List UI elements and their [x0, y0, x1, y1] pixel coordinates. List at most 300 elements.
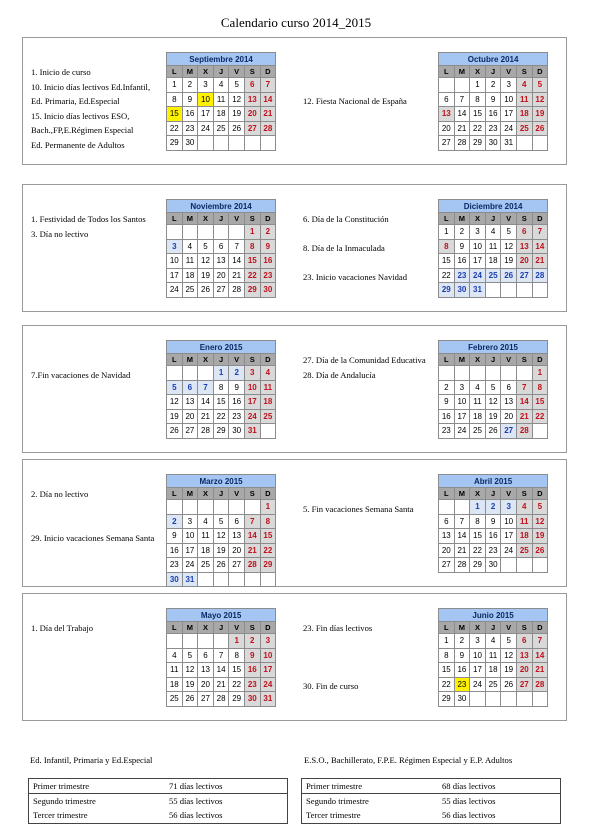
notes-list: [31, 66, 150, 153]
day-cell: 9: [244, 648, 260, 663]
day-cell: 5: [532, 500, 548, 515]
day-cell: 17: [198, 107, 214, 122]
day-cell: 18: [167, 677, 183, 692]
empty-day-cell: [439, 78, 455, 93]
day-cell: 15: [470, 107, 486, 122]
table-row: [302, 794, 560, 809]
footer-right-heading: E.S.O., Bachillerato, F.P.E. Régimen Especial y E.P. Adultos: [304, 755, 513, 765]
empty-day-cell: [167, 225, 183, 240]
day-cell: 11: [516, 514, 532, 529]
day-cell: 2: [454, 225, 470, 240]
weekday-header: M: [182, 488, 198, 500]
day-cell: 30: [244, 692, 260, 707]
day-cell: 4: [198, 514, 214, 529]
empty-day-cell: [516, 366, 532, 381]
weekday-header: M: [182, 622, 198, 634]
page-title: Calendario curso 2014_2015: [220, 15, 372, 30]
table-row: [302, 779, 560, 794]
weekday-header: X: [470, 354, 486, 366]
calendar-note: 29. Inicio vacaciones Semana Santa: [31, 532, 155, 543]
calendar-note: 23. Inicio vacaciones Navidad: [303, 272, 408, 282]
day-cell: 10: [454, 395, 470, 410]
weekday-header: X: [198, 354, 214, 366]
day-cell: 28: [516, 424, 532, 439]
month-calendar: [166, 52, 276, 151]
day-cell: 4: [485, 634, 501, 649]
day-cell: 22: [470, 543, 486, 558]
weekday-header: L: [439, 213, 455, 225]
day-cell: 13: [182, 395, 198, 410]
day-cell: 21: [454, 543, 470, 558]
day-cell: 21: [213, 677, 229, 692]
day-cell: 7: [454, 514, 470, 529]
day-cell: 9: [260, 239, 276, 254]
empty-day-cell: [229, 136, 245, 151]
day-cell: 26: [501, 268, 517, 283]
day-cell: 3: [454, 380, 470, 395]
day-cell: 7: [244, 514, 260, 529]
empty-day-cell: [244, 572, 260, 587]
day-cell: 2: [485, 500, 501, 515]
month-name: Junio 2015: [439, 609, 548, 622]
weekday-header: L: [167, 66, 183, 78]
weekday-header: J: [485, 488, 501, 500]
day-cell: 14: [198, 395, 214, 410]
day-cell: 14: [532, 648, 548, 663]
day-cell: 4: [516, 78, 532, 93]
day-cell: 13: [198, 663, 214, 678]
day-cell: 28: [198, 424, 214, 439]
calendar-note: [303, 488, 414, 503]
day-cell: 18: [485, 663, 501, 678]
day-cell: 8: [439, 239, 455, 254]
footer-left-heading: Ed. Infantil, Primaria y Ed.Especial: [30, 755, 153, 765]
day-cell: 5: [229, 78, 245, 93]
day-cell: 6: [501, 380, 517, 395]
day-cell: 25: [198, 558, 214, 573]
day-cell: 19: [198, 268, 214, 283]
day-cell: 27: [516, 268, 532, 283]
weekday-header: S: [516, 213, 532, 225]
day-cell: 23: [244, 677, 260, 692]
empty-day-cell: [439, 366, 455, 381]
calendar-note: 6. Día de la Constitución: [303, 214, 389, 224]
empty-day-cell: [182, 500, 198, 515]
day-cell: 2: [182, 78, 198, 93]
day-cell: 27: [244, 121, 260, 136]
day-cell: 21: [260, 107, 276, 122]
day-cell: 28: [454, 558, 470, 573]
day-cell: 26: [532, 121, 548, 136]
day-cell: 9: [454, 239, 470, 254]
day-cell: 12: [501, 648, 517, 663]
day-cell: 30: [229, 424, 245, 439]
weekday-header: J: [485, 354, 501, 366]
day-cell: 20: [229, 543, 245, 558]
month-name: Noviembre 2014: [167, 200, 276, 213]
day-cell: 21: [198, 409, 214, 424]
day-cell: 19: [532, 107, 548, 122]
weekday-header: L: [167, 622, 183, 634]
weekday-header: M: [182, 66, 198, 78]
day-cell: 9: [229, 380, 245, 395]
day-cell: 19: [532, 529, 548, 544]
day-cell: 10: [167, 254, 183, 269]
empty-day-cell: [532, 283, 548, 298]
day-cell: 18: [213, 107, 229, 122]
weekday-header: S: [516, 354, 532, 366]
day-cell: 20: [213, 268, 229, 283]
day-cell: 11: [198, 529, 214, 544]
month-name: Enero 2015: [167, 341, 276, 354]
calendar-note: [303, 666, 372, 681]
calendar-note: [303, 228, 407, 243]
weekday-header: D: [260, 622, 276, 634]
day-cell: 19: [213, 543, 229, 558]
day-cell: 17: [244, 395, 260, 410]
empty-day-cell: [454, 78, 470, 93]
term-label: Tercer trimestre: [33, 810, 88, 820]
day-cell: 12: [198, 254, 214, 269]
day-cell: 11: [260, 380, 276, 395]
term-days: 55 días lectivos: [169, 795, 223, 806]
day-cell: 6: [439, 92, 455, 107]
day-cell: 27: [213, 283, 229, 298]
day-cell: 5: [501, 225, 517, 240]
day-cell: 29: [439, 283, 455, 298]
month-calendar: [166, 608, 276, 707]
day-cell: 10: [470, 648, 486, 663]
day-cell: 4: [470, 380, 486, 395]
day-cell: 23: [485, 543, 501, 558]
weekday-header: X: [198, 213, 214, 225]
day-cell: 31: [182, 572, 198, 587]
month-name: Febrero 2015: [439, 341, 548, 354]
day-cell: 22: [439, 268, 455, 283]
day-cell: 12: [229, 92, 245, 107]
empty-day-cell: [198, 225, 214, 240]
weekday-header: M: [182, 354, 198, 366]
day-cell: 26: [167, 424, 183, 439]
weekday-header: M: [454, 66, 470, 78]
section-right: [295, 460, 567, 586]
calendar-note: 2. Día no lectivo: [31, 489, 89, 499]
day-cell: 25: [485, 677, 501, 692]
day-cell: 24: [470, 677, 486, 692]
day-cell: 30: [260, 283, 276, 298]
day-cell: 24: [260, 677, 276, 692]
day-cell: 7: [532, 225, 548, 240]
day-cell: 25: [516, 121, 532, 136]
weekday-header: V: [229, 213, 245, 225]
weekday-header: J: [485, 213, 501, 225]
day-cell: 3: [501, 500, 517, 515]
day-cell: 15: [470, 529, 486, 544]
day-cell: 19: [167, 409, 183, 424]
empty-day-cell: [516, 136, 532, 151]
calendar-note: 7.Fin vacaciones de Navidad: [31, 369, 131, 380]
month-calendar: [166, 199, 276, 298]
empty-day-cell: [439, 500, 455, 515]
weekday-header: X: [470, 66, 486, 78]
day-cell: 8: [470, 92, 486, 107]
day-cell: 2: [439, 380, 455, 395]
day-cell: 4: [260, 366, 276, 381]
day-cell: 30: [454, 283, 470, 298]
weekday-header: L: [167, 354, 183, 366]
day-cell: 27: [501, 424, 517, 439]
empty-day-cell: [198, 366, 214, 381]
month-calendar: [438, 52, 548, 151]
table-row: [29, 794, 287, 809]
empty-day-cell: [470, 692, 486, 707]
day-cell: 10: [244, 380, 260, 395]
day-cell: 26: [501, 677, 517, 692]
day-cell: 1: [260, 500, 276, 515]
day-cell: 7: [213, 648, 229, 663]
day-cell: 8: [213, 380, 229, 395]
day-cell: 29: [244, 283, 260, 298]
day-cell: 8: [439, 648, 455, 663]
day-cell: 6: [229, 514, 245, 529]
empty-day-cell: [485, 283, 501, 298]
day-cell: 17: [182, 543, 198, 558]
weekday-header: X: [470, 488, 486, 500]
day-cell: 13: [516, 239, 532, 254]
day-cell: 29: [213, 424, 229, 439]
notes-list: [303, 488, 414, 517]
day-cell: 16: [454, 254, 470, 269]
empty-day-cell: [213, 572, 229, 587]
month-name: Diciembre 2014: [439, 200, 548, 213]
day-cell: 20: [439, 543, 455, 558]
calendar-note: [303, 651, 372, 666]
day-cell: 25: [182, 283, 198, 298]
empty-day-cell: [229, 500, 245, 515]
day-cell: 16: [229, 395, 245, 410]
day-cell: 15: [260, 529, 276, 544]
empty-day-cell: [501, 692, 517, 707]
day-cell: 22: [532, 409, 548, 424]
weekday-header: X: [198, 66, 214, 78]
day-cell: 17: [167, 268, 183, 283]
day-cell: 1: [470, 78, 486, 93]
section-left: [23, 38, 295, 164]
day-cell: 8: [167, 92, 183, 107]
term-days: 68 días lectivos: [442, 781, 496, 791]
day-cell: 18: [182, 268, 198, 283]
day-cell: 26: [532, 543, 548, 558]
day-cell: 5: [532, 78, 548, 93]
table-row: [302, 808, 560, 823]
day-cell: 20: [501, 409, 517, 424]
month-calendar: [166, 474, 276, 587]
calendar-note: 1. Festividad de Todos los Santos: [31, 214, 146, 224]
day-cell: 19: [229, 107, 245, 122]
day-cell: 4: [516, 500, 532, 515]
day-cell: 20: [244, 107, 260, 122]
empty-day-cell: [167, 366, 183, 381]
empty-day-cell: [213, 225, 229, 240]
day-cell: 23: [229, 409, 245, 424]
day-cell: 1: [470, 500, 486, 515]
empty-day-cell: [501, 283, 517, 298]
day-cell: 18: [485, 254, 501, 269]
day-cell: 3: [182, 514, 198, 529]
footer-left-table: [28, 778, 288, 824]
day-cell: 9: [439, 395, 455, 410]
day-cell: 24: [501, 543, 517, 558]
day-cell: 24: [244, 409, 260, 424]
day-cell: 6: [516, 225, 532, 240]
notes-list: [303, 213, 407, 286]
day-cell: 13: [516, 648, 532, 663]
day-cell: 3: [167, 239, 183, 254]
empty-day-cell: [532, 558, 548, 573]
day-cell: 28: [229, 283, 245, 298]
empty-day-cell: [167, 500, 183, 515]
day-cell: 10: [470, 239, 486, 254]
month-name: Mayo 2015: [167, 609, 276, 622]
day-cell: 22: [439, 677, 455, 692]
weekday-header: M: [454, 213, 470, 225]
calendar-note: 30. Fin de curso: [303, 681, 359, 691]
day-cell: 22: [470, 121, 486, 136]
day-cell: 26: [485, 424, 501, 439]
month-name: Septiembre 2014: [167, 53, 276, 66]
day-cell: 9: [485, 514, 501, 529]
section-left: [23, 185, 295, 311]
day-cell: 17: [470, 254, 486, 269]
day-cell: 20: [516, 254, 532, 269]
day-cell: 6: [244, 78, 260, 93]
day-cell: 7: [198, 380, 214, 395]
notes-list: [31, 213, 146, 242]
day-cell: 27: [439, 136, 455, 151]
empty-day-cell: [182, 634, 198, 649]
day-cell: 12: [213, 529, 229, 544]
month-name: Octubre 2014: [439, 53, 548, 66]
day-cell: 2: [454, 634, 470, 649]
empty-day-cell: [516, 692, 532, 707]
day-cell: 11: [516, 92, 532, 107]
day-cell: 1: [439, 634, 455, 649]
day-cell: 13: [244, 92, 260, 107]
day-cell: 24: [454, 424, 470, 439]
day-cell: 8: [260, 514, 276, 529]
month-calendar: [438, 340, 548, 439]
calendar-section: [22, 593, 567, 721]
day-cell: 4: [213, 78, 229, 93]
day-cell: 15: [244, 254, 260, 269]
day-cell: 8: [229, 648, 245, 663]
notes-list: [31, 622, 93, 637]
day-cell: 7: [532, 634, 548, 649]
day-cell: 29: [470, 558, 486, 573]
day-cell: 22: [244, 268, 260, 283]
weekday-header: X: [470, 213, 486, 225]
day-cell: 2: [485, 78, 501, 93]
day-cell: 26: [198, 283, 214, 298]
day-cell: 30: [454, 692, 470, 707]
day-cell: 23: [454, 268, 470, 283]
day-cell: 7: [454, 92, 470, 107]
notes-list: [303, 66, 407, 110]
day-cell: 16: [260, 254, 276, 269]
weekday-header: S: [244, 213, 260, 225]
calendar-note: [303, 66, 407, 81]
empty-day-cell: [532, 692, 548, 707]
day-cell: 28: [532, 268, 548, 283]
day-cell: 10: [260, 648, 276, 663]
day-cell: 12: [182, 663, 198, 678]
weekday-header: J: [213, 488, 229, 500]
empty-day-cell: [213, 634, 229, 649]
empty-day-cell: [198, 136, 214, 151]
weekday-header: J: [213, 213, 229, 225]
empty-day-cell: [229, 572, 245, 587]
day-cell: 21: [229, 268, 245, 283]
day-cell: 25: [516, 543, 532, 558]
weekday-header: D: [532, 354, 548, 366]
day-cell: 27: [229, 558, 245, 573]
day-cell: 16: [485, 529, 501, 544]
empty-day-cell: [516, 558, 532, 573]
day-cell: 21: [454, 121, 470, 136]
day-cell: 16: [454, 663, 470, 678]
day-cell: 23: [485, 121, 501, 136]
day-cell: 30: [485, 136, 501, 151]
term-days: 56 días lectivos: [442, 810, 496, 820]
day-cell: 16: [485, 107, 501, 122]
day-cell: 13: [501, 395, 517, 410]
weekday-header: L: [439, 488, 455, 500]
month-name: Abril 2015: [439, 475, 548, 488]
notes-list: [303, 354, 426, 383]
day-cell: 24: [470, 268, 486, 283]
day-cell: 21: [532, 254, 548, 269]
day-cell: 14: [260, 92, 276, 107]
day-cell: 23: [454, 677, 470, 692]
empty-day-cell: [260, 424, 276, 439]
empty-day-cell: [213, 136, 229, 151]
day-cell: 15: [229, 663, 245, 678]
day-cell: 1: [244, 225, 260, 240]
day-cell: 26: [229, 121, 245, 136]
day-cell: 23: [182, 121, 198, 136]
day-cell: 6: [182, 380, 198, 395]
empty-day-cell: [213, 500, 229, 515]
section-left: [23, 594, 295, 720]
calendar-note: [303, 257, 407, 272]
day-cell: 3: [260, 634, 276, 649]
term-days: 71 días lectivos: [169, 781, 223, 791]
day-cell: 1: [439, 225, 455, 240]
month-name: Marzo 2015: [167, 475, 276, 488]
day-cell: 4: [167, 648, 183, 663]
day-cell: 5: [501, 634, 517, 649]
weekday-header: D: [260, 213, 276, 225]
table-row: [29, 808, 287, 823]
day-cell: 6: [213, 239, 229, 254]
day-cell: 31: [260, 692, 276, 707]
day-cell: 24: [167, 283, 183, 298]
calendar-note: Ed. Permanente de Adultos: [31, 139, 125, 150]
day-cell: 9: [454, 648, 470, 663]
term-days: 55 días lectivos: [442, 795, 496, 806]
empty-day-cell: [260, 572, 276, 587]
calendar-note: Bach.,FP,E.Régimen Especial: [31, 125, 134, 135]
